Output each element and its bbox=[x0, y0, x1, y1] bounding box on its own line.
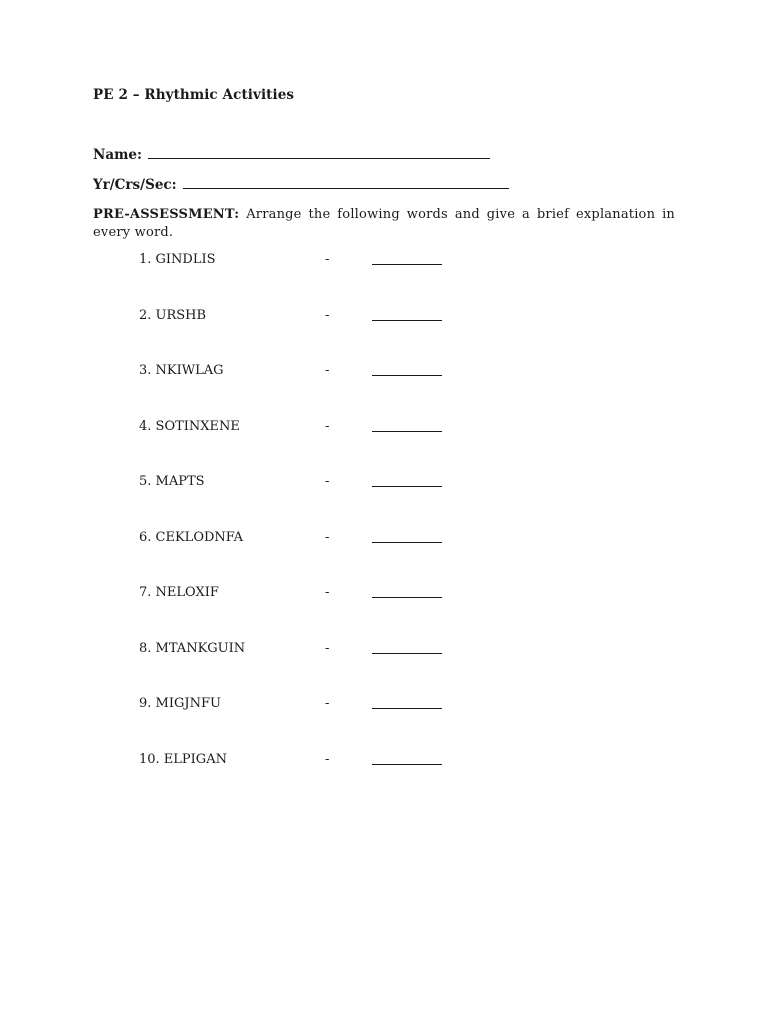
separator-dash: - bbox=[325, 752, 330, 767]
answer-blank-line[interactable] bbox=[372, 708, 442, 709]
name-blank-line[interactable] bbox=[148, 146, 490, 159]
list-item bbox=[139, 585, 459, 605]
instructions-text: Arrange the following words and give a brief explanation in every word. bbox=[93, 207, 675, 240]
separator-dash: - bbox=[325, 474, 330, 489]
separator-dash: - bbox=[325, 308, 330, 323]
separator-dash: - bbox=[325, 363, 330, 378]
list-item bbox=[139, 474, 459, 494]
section-blank-line[interactable] bbox=[183, 176, 509, 189]
scrambled-word: 9. MIGJNFU bbox=[139, 696, 221, 711]
scrambled-word: 1. GINDLIS bbox=[139, 252, 216, 267]
answer-blank-line[interactable] bbox=[372, 486, 442, 487]
separator-dash: - bbox=[325, 252, 330, 267]
instructions-lead: PRE-ASSESSMENT: bbox=[93, 207, 240, 222]
scrambled-word: 7. NELOXIF bbox=[139, 585, 219, 600]
list-item bbox=[139, 696, 459, 716]
answer-blank-line[interactable] bbox=[372, 320, 442, 321]
scrambled-word: 4. SOTINXENE bbox=[139, 419, 240, 434]
scrambled-word: 8. MTANKGUIN bbox=[139, 641, 246, 656]
list-item bbox=[139, 752, 459, 772]
scrambled-word: 10. ELPIGAN bbox=[139, 752, 227, 767]
separator-dash: - bbox=[325, 419, 330, 434]
scrambled-word: 6. CEKLODNFA bbox=[139, 530, 244, 545]
name-field bbox=[93, 146, 490, 163]
scrambled-word: 3. NKIWLAG bbox=[139, 363, 224, 378]
answer-blank-line[interactable] bbox=[372, 375, 442, 376]
scrambled-word: 5. MAPTS bbox=[139, 474, 205, 489]
list-item bbox=[139, 641, 459, 661]
document-title: PE 2 – Rhythmic Activities bbox=[93, 87, 295, 103]
answer-blank-line[interactable] bbox=[372, 542, 442, 543]
answer-blank-line[interactable] bbox=[372, 431, 442, 432]
list-item bbox=[139, 363, 459, 383]
answer-blank-line[interactable] bbox=[372, 597, 442, 598]
name-label: Name: bbox=[93, 147, 142, 163]
list-item bbox=[139, 419, 459, 439]
separator-dash: - bbox=[325, 530, 330, 545]
section-field bbox=[93, 176, 509, 193]
answer-blank-line[interactable] bbox=[372, 653, 442, 654]
section-label: Yr/Crs/Sec: bbox=[93, 177, 177, 193]
separator-dash: - bbox=[325, 585, 330, 600]
separator-dash: - bbox=[325, 641, 330, 656]
answer-blank-line[interactable] bbox=[372, 764, 442, 765]
scrambled-word: 2. URSHB bbox=[139, 308, 207, 323]
separator-dash: - bbox=[325, 696, 330, 711]
answer-blank-line[interactable] bbox=[372, 264, 442, 265]
instructions-paragraph bbox=[93, 206, 675, 242]
list-item bbox=[139, 252, 459, 272]
list-item bbox=[139, 530, 459, 550]
list-item bbox=[139, 308, 459, 328]
